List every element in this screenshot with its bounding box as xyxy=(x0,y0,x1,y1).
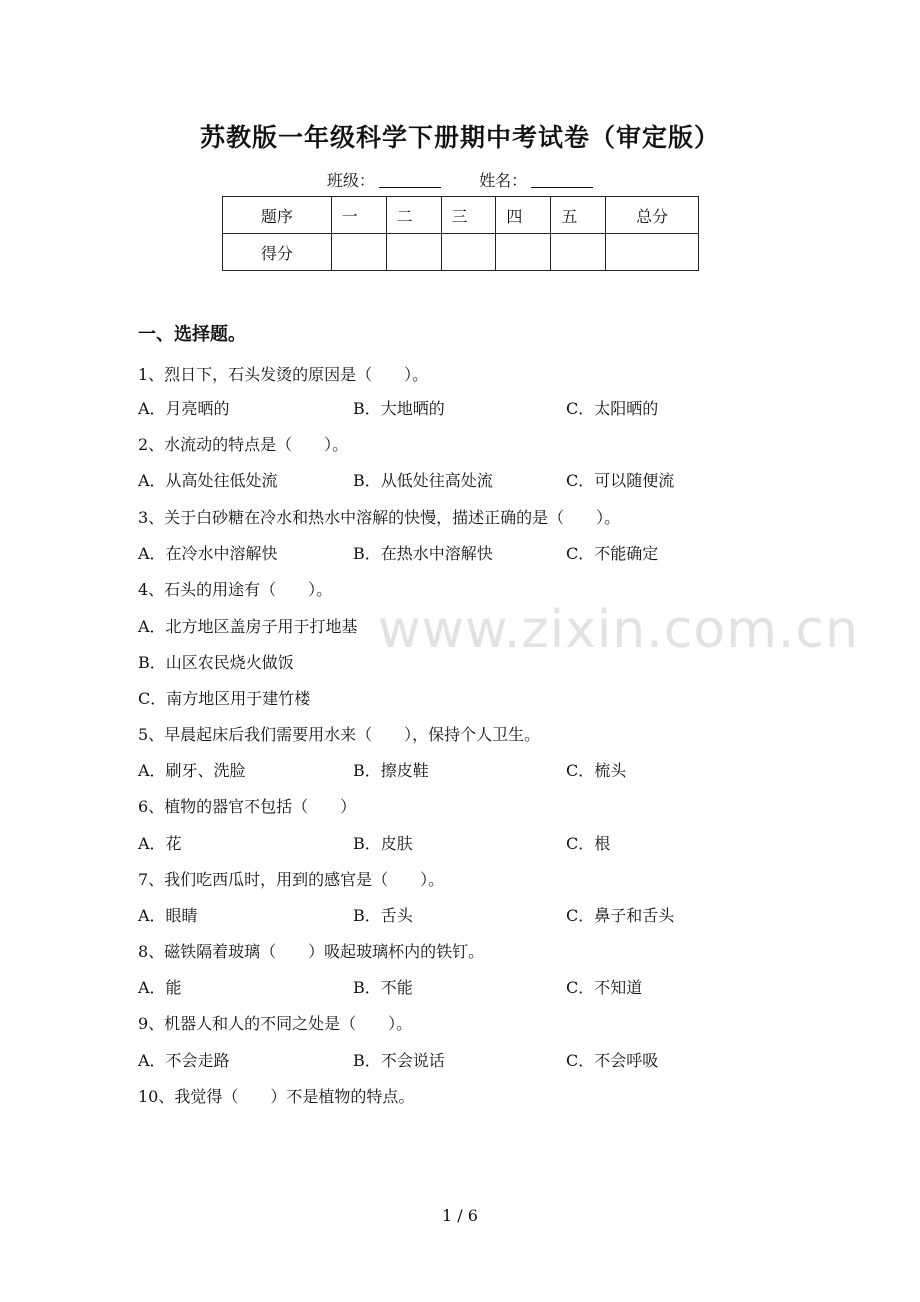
option-c[interactable]: C．太阳晒的 xyxy=(566,399,659,418)
option-b[interactable]: B．擦皮鞋 xyxy=(353,761,429,780)
option-a[interactable]: A．从高处往低处流 xyxy=(138,471,278,490)
student-info-line xyxy=(0,168,920,191)
option-a[interactable]: A．刷牙、洗脸 xyxy=(138,761,246,780)
name-blank[interactable] xyxy=(531,173,593,188)
score-cell[interactable] xyxy=(441,234,496,271)
question-text: 1、烈日下，石头发烫的原因是（ ）。 xyxy=(138,365,429,384)
option-c[interactable]: C．鼻子和舌头 xyxy=(566,906,675,925)
question-text: 9、机器人和人的不同之处是（ ）。 xyxy=(138,1014,413,1033)
option-c[interactable]: C．根 xyxy=(566,834,611,853)
option-a[interactable]: A．月亮晒的 xyxy=(138,399,230,418)
watermark: www.zixin.com.cn xyxy=(378,600,859,660)
option-a[interactable]: A．花 xyxy=(138,834,182,853)
score-header-cell: 二 xyxy=(386,197,441,234)
section-heading: 一、选择题。 xyxy=(138,324,246,345)
question-text: 5、早晨起床后我们需要用水来（ ），保持个人卫生。 xyxy=(138,725,541,744)
options-row xyxy=(138,760,858,782)
score-table-score-row xyxy=(223,234,699,271)
question-text: 6、植物的器官不包括（ ） xyxy=(138,797,357,816)
score-cell[interactable] xyxy=(606,234,699,271)
score-cell[interactable] xyxy=(331,234,386,271)
option-b[interactable]: B．皮肤 xyxy=(353,834,413,853)
option-b[interactable]: B．在热水中溶解快 xyxy=(353,544,493,563)
option-c[interactable]: C．不会呼吸 xyxy=(566,1051,659,1070)
score-table xyxy=(222,196,699,271)
options-row xyxy=(138,1050,858,1072)
page-title: 苏教版一年级科学下册期中考试卷（审定版） xyxy=(199,123,720,152)
score-cell[interactable] xyxy=(496,234,551,271)
name-label: 姓名： xyxy=(479,171,528,190)
option-a[interactable]: A．能 xyxy=(138,978,182,997)
option-a[interactable]: A．眼睛 xyxy=(138,906,198,925)
option-b[interactable]: B．不能 xyxy=(353,978,413,997)
option-b[interactable]: B．从低处往高处流 xyxy=(353,471,493,490)
question-text: 7、我们吃西瓜时，用到的感官是（ ）。 xyxy=(138,870,445,889)
question-text: 8、磁铁隔着玻璃（ ）吸起玻璃杯内的铁钉。 xyxy=(138,942,485,961)
page-number: 1 / 6 xyxy=(442,1206,478,1225)
option-b[interactable]: B．山区农民烧火做饭 xyxy=(138,653,294,672)
option-a[interactable]: A．不会走路 xyxy=(138,1051,230,1070)
class-blank[interactable] xyxy=(379,173,441,188)
options-row xyxy=(138,543,858,565)
option-b[interactable]: B．不会说话 xyxy=(353,1051,445,1070)
option-c[interactable]: C．梳头 xyxy=(566,761,627,780)
option-b[interactable]: B．大地晒的 xyxy=(353,399,445,418)
score-header-cell: 四 xyxy=(496,197,551,234)
option-a[interactable]: A．在冷水中溶解快 xyxy=(138,544,278,563)
score-row-label: 得分 xyxy=(223,234,332,271)
option-c[interactable]: C．不能确定 xyxy=(566,544,659,563)
option-b[interactable]: B．舌头 xyxy=(353,906,413,925)
options-row xyxy=(138,905,858,927)
option-c[interactable]: C．不知道 xyxy=(566,978,643,997)
options-row xyxy=(138,833,858,855)
score-cell[interactable] xyxy=(551,234,606,271)
question-text: 4、石头的用途有（ ）。 xyxy=(138,580,333,599)
score-header-cell: 三 xyxy=(441,197,496,234)
option-c[interactable]: C．可以随便流 xyxy=(566,471,675,490)
score-header-cell: 一 xyxy=(331,197,386,234)
score-table-header-row xyxy=(223,197,699,234)
class-label: 班级： xyxy=(326,171,375,190)
question-text: 2、水流动的特点是（ ）。 xyxy=(138,435,349,454)
score-header-cell: 题序 xyxy=(223,197,332,234)
option-a[interactable]: A．北方地区盖房子用于打地基 xyxy=(138,617,358,636)
score-cell[interactable] xyxy=(386,234,441,271)
options-row xyxy=(138,977,858,999)
question-text: 10、我觉得（ ）不是植物的特点。 xyxy=(138,1087,415,1106)
option-c[interactable]: C．南方地区用于建竹楼 xyxy=(138,689,311,708)
options-row xyxy=(138,398,858,420)
options-row xyxy=(138,470,858,492)
question-text: 3、关于白砂糖在冷水和热水中溶解的快慢，描述正确的是（ ）。 xyxy=(138,508,621,527)
score-header-cell: 总分 xyxy=(606,197,699,234)
score-header-cell: 五 xyxy=(551,197,606,234)
